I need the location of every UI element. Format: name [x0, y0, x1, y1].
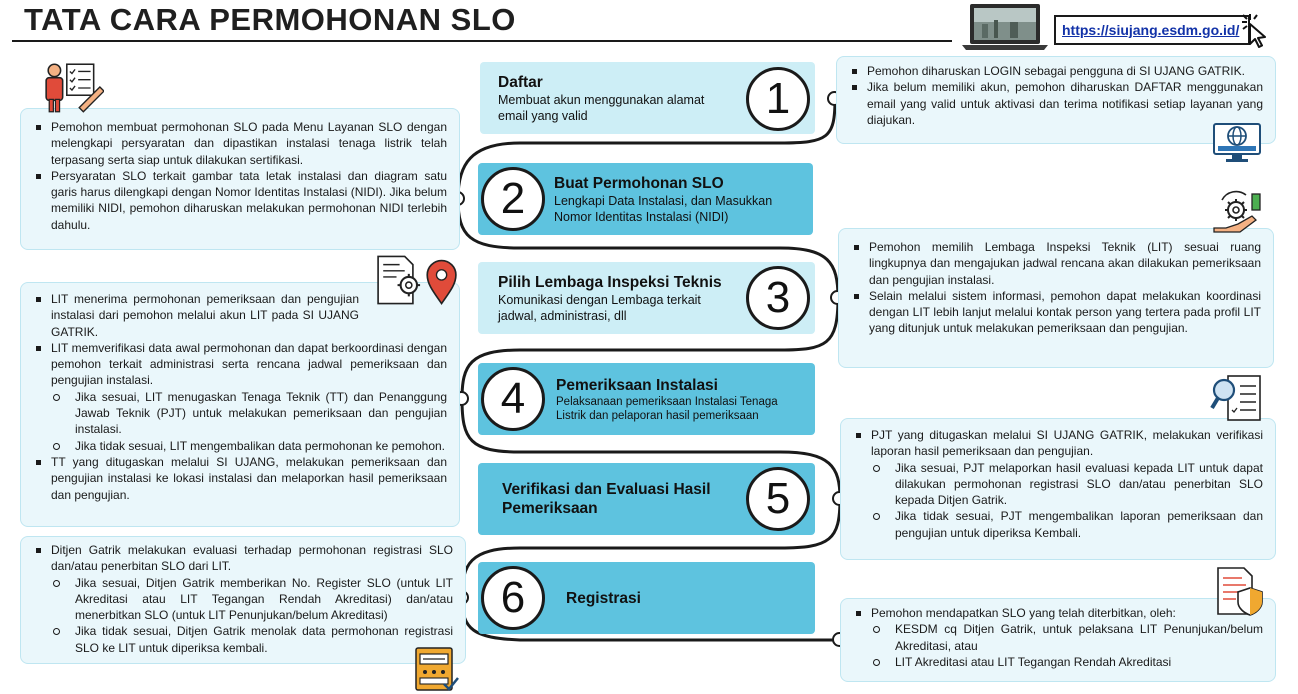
step-5-note-subitem: Jika sesuai, PJT melaporkan hasil evaluasi kepada LIT untuk dapat dilakukan permohonan registrasi SLO dan/atau penerbitan SLO kepada Ditjen Gatrik.	[855, 460, 1263, 509]
step-3-note	[838, 228, 1274, 368]
step-1-number: 1	[746, 67, 810, 131]
step-1-note-item: Pemohon diharuskan LOGIN sebagai pengguna di SI UJANG GATRIK.	[851, 63, 1263, 79]
step-5-note-subitem: Jika tidak sesuai, PJT mengembalikan laporan pemeriksaan dan pengujian untuk diperiksa Kembali.	[855, 508, 1263, 541]
magnifier-checklist-icon	[1210, 374, 1262, 424]
step-1-note	[836, 56, 1276, 144]
step-6-right-note-subitem: LIT Akreditasi atau LIT Tegangan Rendah Akreditasi	[855, 654, 1263, 670]
step-3-note-item: Selain melalui sistem informasi, pemohon dapat melakukan koordinasi dengan LIT lebih lanjut melalui kontak person yang tertera pada profil LIT yang ditunjuk untuk melakukan pemeriksaan dan pengujian.	[853, 288, 1261, 337]
document-shield-icon	[1214, 566, 1264, 618]
step-4-desc: Pelaksanaan pemeriksaan Instalasi Tenaga Listrik dan pelaporan hasil pemeriksaan	[556, 395, 778, 422]
step-2-number: 2	[481, 167, 545, 231]
step-6-right-note-item: Pemohon mendapatkan SLO yang telah diterbitkan, oleh:	[855, 605, 1263, 621]
step-4-number: 4	[481, 367, 545, 431]
step-1-desc: Membuat akun menggunakan alamat email yang valid	[498, 92, 705, 123]
page-title: TATA CARA PERMOHONAN SLO	[24, 2, 516, 37]
step-4-note-subitem: Jika sesuai, LIT menugaskan Tenaga Teknik (TT) dan Penanggung Jawab Teknik (PJT) untuk melakukan pemeriksaan dan pengujian instalasi.	[35, 389, 447, 438]
step-5-note	[840, 418, 1276, 560]
step-2-note-item: Persyaratan SLO terkait gambar tata letak instalasi dan diagram satu garis harus dilengkapi dengan Nomor Identitas Instalasi (NIDI). Jika belum memiliki NIDI, pemohon diharuskan melakukan permohonan NIDI terlebih dahulu.	[35, 168, 447, 233]
monitor-globe-icon	[1212, 120, 1262, 164]
step-1-title: Daftar	[498, 73, 543, 91]
step-5-number: 5	[746, 467, 810, 531]
step-3-desc: Komunikasi dengan Lembaga terkait jadwal, administrasi, dll	[498, 292, 701, 323]
step-3-number: 3	[746, 266, 810, 330]
step-4-note-item: LIT memverifikasi data awal permohonan dan dapat berkoordinasi dengan pemohon terkait administrasi serta rencana jadwal pemeriksaan dan pengujian instalasi.	[35, 340, 447, 389]
step-3-title: Pilih Lembaga Inspeksi Teknis	[498, 273, 722, 291]
url-link[interactable]: https://siujang.esdm.go.id/	[1062, 22, 1240, 38]
step-2-note	[20, 108, 460, 250]
step-3-note-item: Pemohon memilih Lembaga Inspeksi Teknik (LIT) sesuai ruang lingkupnya dan mengajukan jadwal rencana akan dilakukan pemeriksaan dan pengujian instalasi.	[853, 239, 1261, 288]
step-1-note-item: Jika belum memiliki akun, pemohon diharuskan DAFTAR menggunakan email yang valid untuk aktivasi dan terima notifikasi setiap layanan yang diajukan.	[851, 79, 1263, 128]
step-4-note-item: LIT menerima permohonan pemeriksaan dan pengujian instalasi dari pemohon melalui akun LIT pada SI UJANG GATRIK.	[35, 291, 447, 340]
step-6-number: 6	[481, 566, 545, 630]
hand-gear-icon	[1212, 190, 1264, 234]
step-4-title: Pemeriksaan Instalasi	[556, 376, 718, 394]
step-4-note-item: TT yang ditugaskan melalui SI UJANG, melakukan pemeriksaan dan pengujian instalasi ke lokasi instalasi dan melaporkan hasil pemeriksaan dan pengujian.	[35, 454, 447, 503]
step-6-left-note-item: Ditjen Gatrik melakukan evaluasi terhadap permohonan registrasi SLO dan/atau penerbitan SLO dari LIT.	[35, 542, 453, 575]
step-6-right-note	[840, 598, 1276, 682]
step-4-note	[20, 282, 460, 527]
step-5-title: Verifikasi dan Evaluasi Hasil Pemeriksaan	[502, 481, 711, 517]
document-gear-location-icon	[374, 254, 460, 306]
step-6-right-note-subitem: KESDM cq Ditjen Gatrik, untuk pelaksana LIT Penunjukan/belum Akreditasi, atau	[855, 621, 1263, 654]
step-6-left-note-subitem: Jika tidak sesuai, Ditjen Gatrik menolak data permohonan registrasi SLO ke LIT untuk diperiksa kembali.	[35, 623, 453, 656]
step-2-title: Buat Permohonan SLO	[554, 174, 724, 192]
step-5-note-item: PJT yang ditugaskan melalui SI UJANG GATRIK, melakukan verifikasi laporan hasil pemeriksaan dan pengujian.	[855, 427, 1263, 460]
step-6-left-note	[20, 536, 466, 664]
step-6-left-note-subitem: Jika sesuai, Ditjen Gatrik memberikan No. Register SLO (untuk LIT Akreditasi atau LIT Tegangan Rendah Akreditasi) dan/atau menerbitkan SLO (untuk LIT Penunjukan/belum Akreditasi)	[35, 575, 453, 624]
person-checklist-icon	[42, 62, 104, 114]
step-6-title: Registrasi	[566, 589, 641, 607]
step-2-desc: Lengkapi Data Instalasi, dan Masukkan Nomor Identitas Instalasi (NIDI)	[554, 193, 773, 224]
panel-check-icon	[414, 646, 460, 692]
step-4-note-subitem: Jika tidak sesuai, LIT mengembalikan data permohonan ke pemohon.	[35, 438, 447, 454]
step-2-note-item: Pemohon membuat permohonan SLO pada Menu Layanan SLO dengan melengkapi persyaratan dan dipastikan instalasi tenaga listrik telah terpasang serta siap untuk dilakukan sertifikasi.	[35, 119, 447, 168]
